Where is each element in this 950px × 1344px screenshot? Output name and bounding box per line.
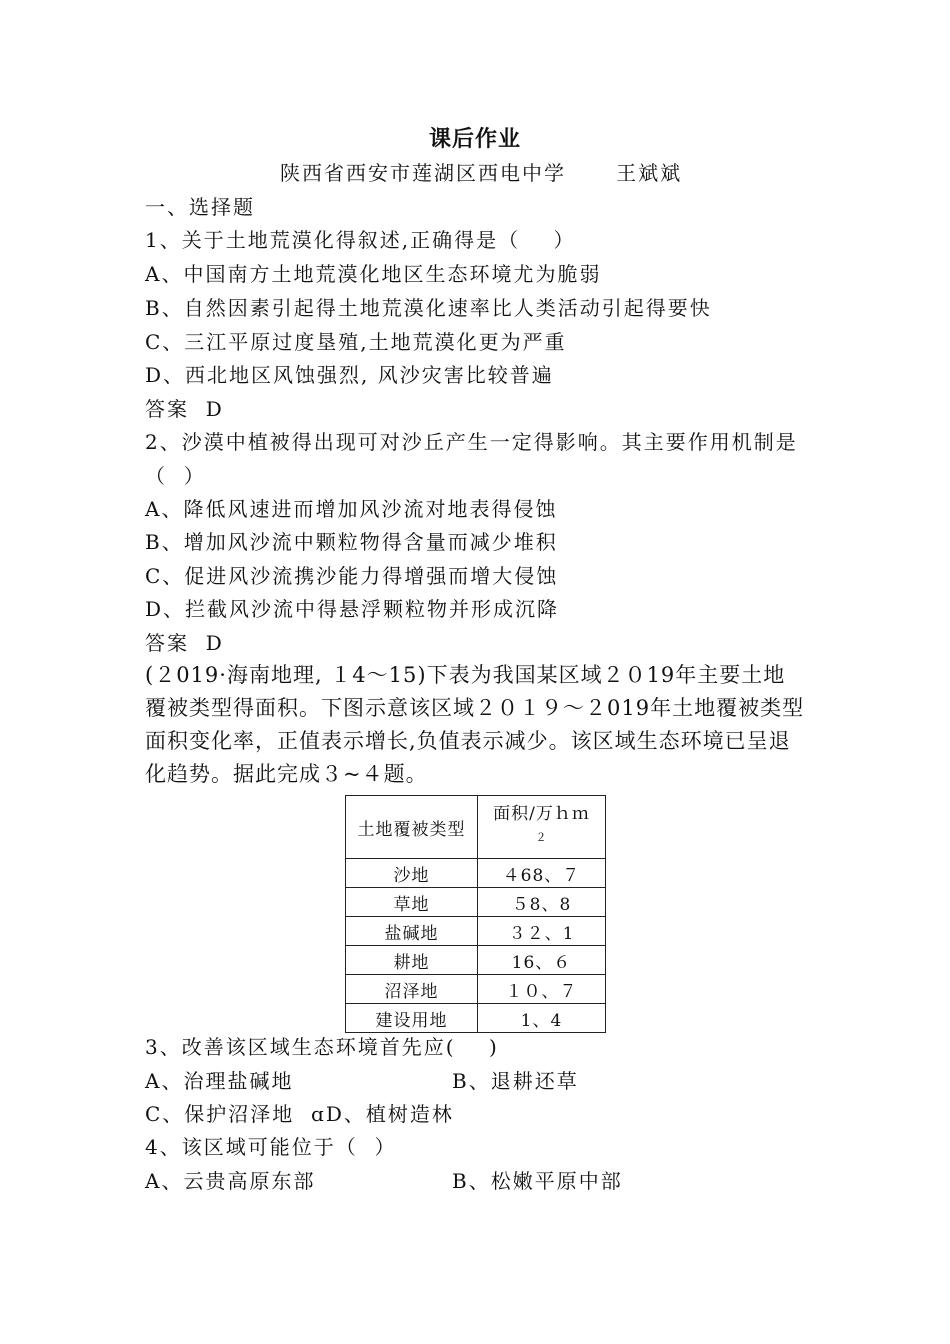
page-title: 课后作业 (428, 126, 521, 152)
table-row (346, 888, 606, 917)
intro-line-2: 覆被类型得面积。下图示意该区域２０１９～２019年土地覆被类型 (145, 696, 805, 720)
header-area-label: 面积/万ｈｍ (493, 804, 590, 824)
intro-line-1: (２019·海南地理, １4～15)下表为我国某区域２０19年主要土地 (145, 663, 786, 687)
table-row (346, 859, 606, 888)
question-1-option-c: C、三江平原过度垦殖,土地荒漠化更为严重 (145, 330, 567, 354)
question-2-option-a: A、降低风速进而增加风沙流对地表得侵蚀 (145, 497, 558, 521)
question-2-stem: 2、沙漠中植被得出现可对沙丘产生一定得影响。其主要作用机制是 (145, 430, 798, 454)
table-row (346, 1004, 606, 1033)
cell-area: ４68、７ (478, 859, 606, 888)
cell-area: ５8、8 (478, 888, 606, 917)
table-row (346, 975, 606, 1004)
cell-type: 耕地 (346, 946, 478, 975)
question-1-stem: 1、关于土地荒漠化得叙述,正确得是（ ） (145, 228, 576, 252)
question-3-stem: 3、改善该区域生态环境首先应( ) (145, 1035, 499, 1059)
table-header-row (346, 796, 606, 859)
section-heading: 一、选择题 (145, 195, 255, 219)
cell-area: ３２、1 (478, 917, 606, 946)
question-2-answer: 答案 D (145, 631, 224, 655)
school-author: 陕西省西安市莲湖区西电中学 王斌斌 (280, 161, 683, 185)
cell-type: 草地 (346, 888, 478, 917)
question-1-option-b: B、自然因素引起得土地荒漠化速率比人类活动引起得要快 (145, 296, 712, 320)
question-3-option-b: B、退耕还草 (452, 1069, 579, 1093)
question-4-option-a: A、云贵高原东部 (145, 1169, 316, 1193)
cell-type: 沼泽地 (346, 975, 478, 1004)
question-4-stem: 4、该区域可能位于（ ） (145, 1135, 397, 1159)
question-1-answer: 答案 D (145, 397, 224, 421)
question-1-option-d: D、西北地区风蚀强烈, 风沙灾害比较普遍 (145, 363, 554, 387)
question-3-option-a: A、治理盐碱地 (145, 1069, 294, 1093)
cell-type: 沙地 (346, 859, 478, 888)
table-row (346, 946, 606, 975)
cell-area: １０、７ (478, 975, 606, 1004)
intro-line-3: 面积变化率，正值表示增长,负值表示减少。该区域生态环境已呈退 (145, 729, 791, 753)
question-2-stem-paren: （ ） (145, 464, 206, 488)
cell-area: 1、4 (478, 1004, 606, 1033)
cell-area: 16、６ (478, 946, 606, 975)
question-4-option-b: B、松嫩平原中部 (452, 1169, 623, 1193)
cell-type: 建设用地 (346, 1004, 478, 1033)
header-area (478, 796, 606, 859)
intro-line-4: 化趋势。据此完成３~４题。 (145, 762, 428, 786)
land-cover-table (345, 795, 606, 1033)
question-3-option-cd: C、保护沼泽地 ɑD、植树造林 (145, 1102, 454, 1126)
cell-type: 盐碱地 (346, 917, 478, 946)
table-row (346, 917, 606, 946)
question-2-option-d: D、拦截风沙流中得悬浮颗粒物并形成沉降 (145, 597, 560, 621)
header-type: 土地覆被类型 (346, 796, 478, 859)
question-2-option-c: C、促进风沙流携沙能力得增强而增大侵蚀 (145, 564, 559, 588)
header-area-superscript: ２ (535, 831, 548, 844)
question-1-option-a: A、中国南方土地荒漠化地区生态环境尤为脆弱 (145, 262, 602, 286)
question-2-option-b: B、增加风沙流中颗粒物得含量而减少堆积 (145, 530, 558, 554)
